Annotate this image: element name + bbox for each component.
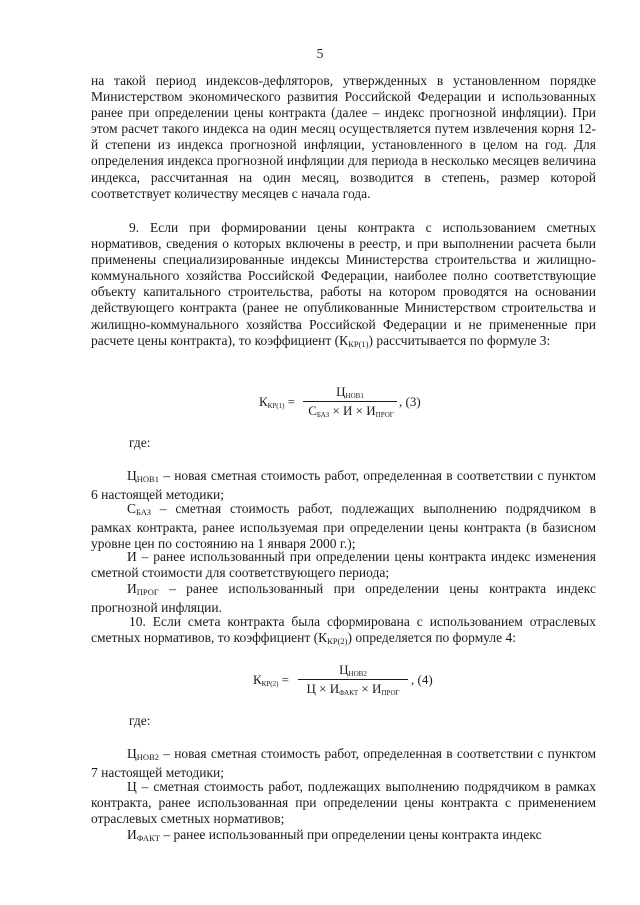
formula-3-numerator: ЦНОВ1 [336, 384, 364, 400]
definition-i-fakt: $И_{ФАКТ}$ – ранее использованный при определении цены контракта индекс [127, 827, 542, 843]
page-number: 5 [316, 46, 324, 61]
paragraph-9-tail: ) рассчитывается по формуле 3: [368, 332, 551, 348]
formula-3-denominator: СБАЗ × И × ИПРОГ [308, 403, 394, 419]
formula-3-fraction-bar [303, 401, 397, 402]
definition-c-baz: $С_{БАЗ}$ – сметная стоимость работ, подлежащих выполнению подрядчиком в рамках контракта, ранее используемая при определении цены контракта (в базисном уровне цен по состоянию на 1 января 2000 г.); [91, 501, 596, 552]
formula-4-fraction-bar [298, 679, 408, 680]
paragraph-8-continuation: на такой период индексов-дефляторов, утвержденных в установленном порядке Министерством экономического развития Российской Федерации и использованных ранее при определении цены контракта (далее – индекс прогнозной инфляции). При этом расчет такого индекса на один месяц осуществляется путем извлечения корня 12-й степени из индекса прогнозной инфляции, установленного в целом на год. Для определения индекса прогнозной инфляции для периода в несколько месяцев величина индекса, рассчитанная на один месяц, возводится в степень, размер которой соответствует количеству месяцев с начала года. [91, 73, 596, 201]
formula-3-lhs: ККР(1) = [259, 394, 295, 410]
formula-3 [259, 384, 439, 424]
formula-3-number: , (3) [399, 394, 421, 409]
formula-4 [253, 662, 443, 702]
definition-i: И – ранее использованный при определении цены контракта индекс изменения сметной стоимости для соответствующего периода; [91, 549, 596, 581]
paragraph-9-coef-sub: КР(1) [348, 338, 369, 349]
where-label-1: где: [129, 435, 151, 450]
formula-4-number: , (4) [411, 672, 433, 687]
formula-4-denominator: Ц × ИФАКТ × ИПРОГ [306, 681, 400, 697]
definition-i-prog: $И_{ПРОГ}$ – ранее использованный при определении цены контракта индекс прогнозной инфляции. [91, 581, 596, 616]
formula-4-lhs: ККР(2) = [253, 672, 289, 688]
definition-c: Ц – сметная стоимость работ, подлежащих выполнению подрядчиком в рамках контракта, ранее использованная при определении цены контракта с применением отраслевых сметных нормативов; [91, 779, 596, 827]
paragraph-9 [91, 220, 596, 352]
where-label-2: где: [129, 713, 151, 728]
formula-4-numerator: ЦНОВ2 [339, 662, 367, 678]
paragraph-10: 10. Если смета контракта была сформирована с использованием отраслевых сметных нормативов, то коэффициент $(К_{КР(2)})$ определяется по формуле 4: [91, 614, 596, 647]
paragraph-9-text: 9. Если при формировании цены контракта с использованием сметных нормативов, сведения о которых включены в реестр, и при выполнении расчета были применены специализированные индексы Министерства строительства и жилищно-коммунального хозяйства Российской Федерации, наиболее полно соответствующие объекту капитального строительства, работы на котором проводятся на основании действующего контракта (ранее не опубликованные Министерством строительства и жилищно-коммунального хозяйства Российской Федерации и не примененные при расчете цены контракта), то коэффициент (К [91, 220, 596, 348]
definition-c-nov1: $Ц_{НОВ1}$ – новая сметная стоимость работ, определенная в соответствии с пунктом 6 настоящей методики; [91, 468, 596, 503]
definition-c-nov2: $Ц_{НОВ2}$ – новая сметная стоимость работ, определенная в соответствии с пунктом 7 настоящей методики; [91, 746, 596, 781]
